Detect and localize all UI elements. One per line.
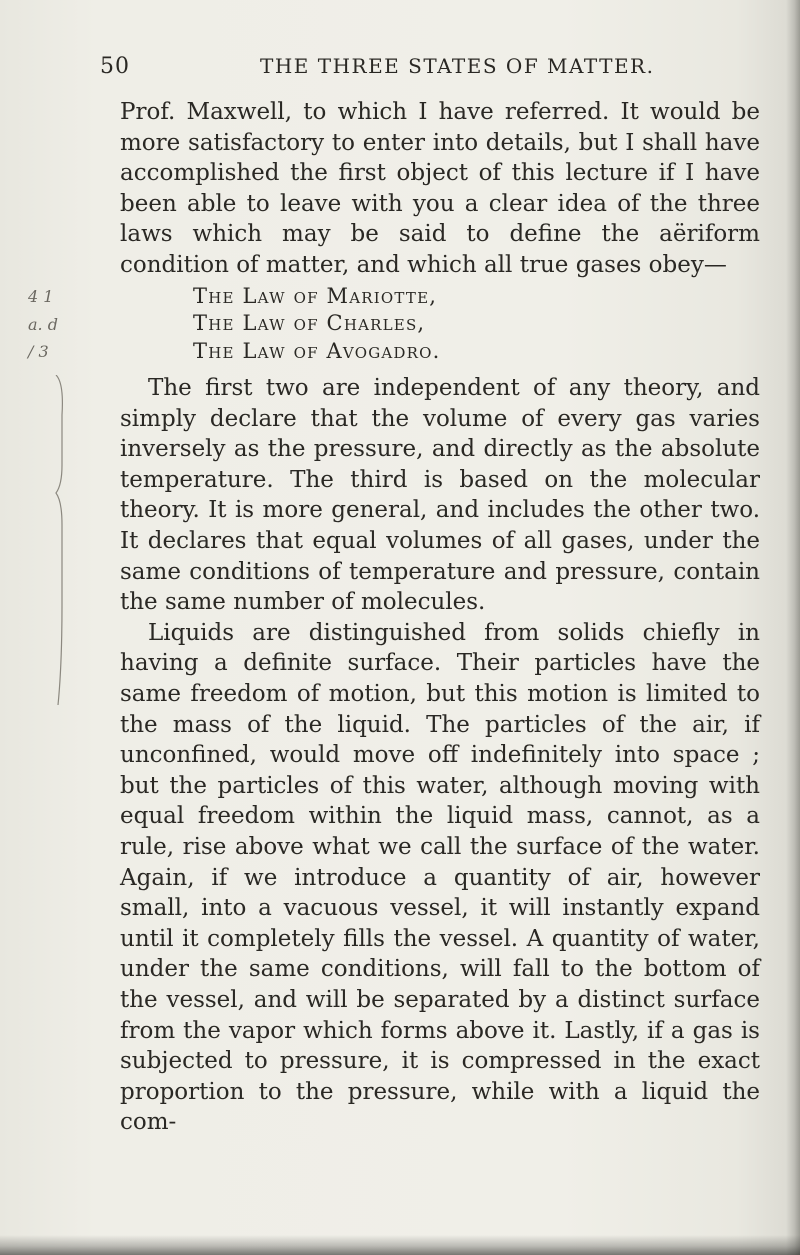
margin-note-3: / 3	[28, 342, 49, 361]
laws-list	[120, 283, 760, 366]
page-number: 50	[100, 54, 130, 79]
margin-note-2: a. d	[28, 314, 58, 334]
running-title: THE THREE STATES OF MATTER.	[260, 54, 655, 78]
page-edge-shadow	[786, 0, 800, 1255]
margin-note-1: 4 1	[28, 287, 54, 306]
page-bottom-shadow	[0, 1235, 800, 1255]
paragraph-liquids: Liquids are distinguished from solids chiefly in having a definite surface. Their particles have the same freedom of motion, but this motion is limited to the mass of the liquid. The particles of the air, if unconfined, would move off indefinitely into space ; but the particles of this water, although moving with equal freedom within the liquid mass, cannot, as a rule, rise above what we call the surface of the water. Again, if we introduce a quantity of air, however small, into a vacuous vessel, it will instantly expand until it completely fills the vessel. A quantity of water, under the same conditions, will fall to the bottom of the vessel, and will be separated by a distinct surface from the vapor which forms above it. Lastly, if a gas is subjected to pressure, it is compressed in the exact proportion to the pressure, while with a liquid the com-	[120, 619, 760, 1136]
body-text	[120, 97, 760, 1138]
law-avogadro: The Law of Avogadro.	[193, 338, 441, 363]
page-header	[100, 54, 740, 84]
law-mariotte: The Law of Mariotte,	[193, 283, 438, 308]
margin-annotations	[28, 283, 98, 366]
paragraph-theory: The first two are independent of any theory, and simply declare that the volume of every gas varies inversely as the pressure, and directly as the absolute temperature. The third is based on the molecular theory. It is more general, and includes the other two. It declares that equal volumes of all gases, under the same conditions of temperature and pressure, contain the same number of molecules.	[120, 375, 760, 616]
law-charles: The Law of Charles,	[193, 311, 426, 336]
paragraph-intro: Prof. Maxwell, to which I have referred. It would be more satisfactory to enter into details, but I shall have accomplished the first object of this lecture if I have been able to leave with you a clear idea of the three laws which may be said to define the aëriform condition of matter, and which all true gases obey—	[120, 99, 760, 278]
margin-bracket-mark	[52, 375, 68, 705]
